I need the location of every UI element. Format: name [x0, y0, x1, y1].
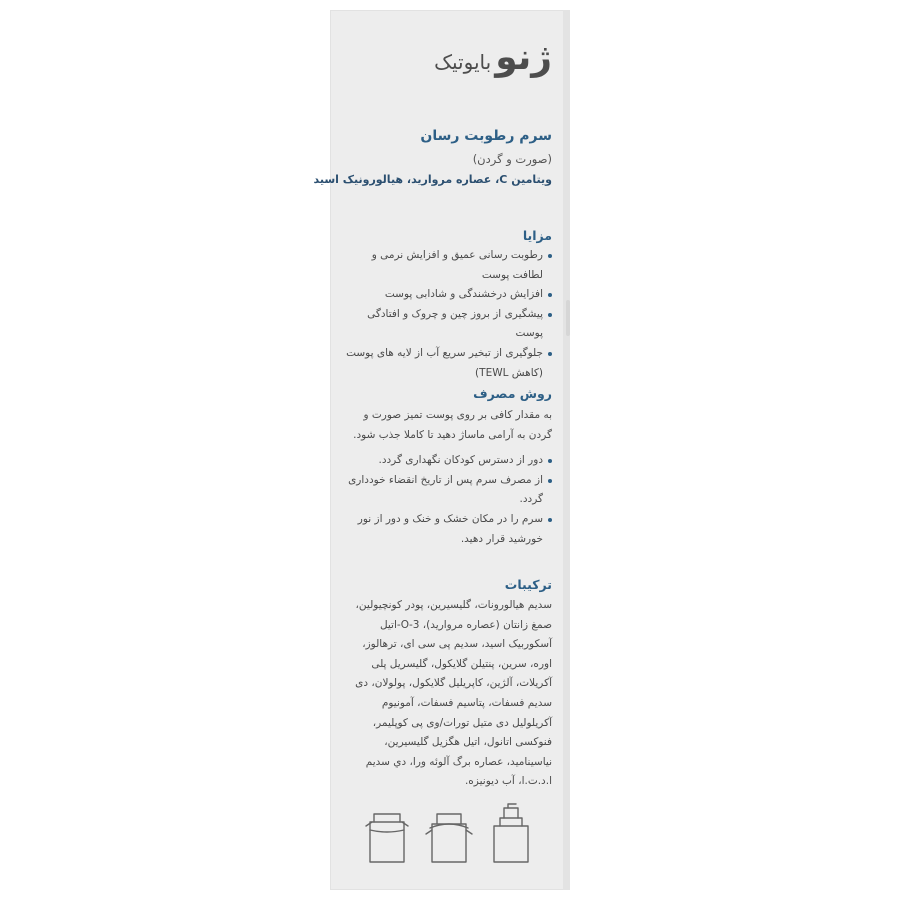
usage-heading: روش مصرف — [473, 386, 552, 401]
list-item: پیشگیری از بروز چین و چروک و افتادگی پوست — [340, 305, 552, 344]
product-actives: ویتامین C، عصاره مروارید، هیالورونیک اسید — [313, 173, 552, 186]
brand-logo — [434, 37, 552, 78]
usage-block — [340, 406, 552, 549]
ingredients-text: سدیم هیالورونات، گلیسیرین، پودر کونچیولین، صمغ زانتان (عصاره مروارید)، 3-O-اتیل آسکوربیک اسید، سدیم پی سی ای، ترهالوز، اوره، سرین، پنتیلن گلایکول، گلیسریل پلی آکریلات، آلژین، کاپریلیل گلایکول، پولولان، دی سدیم فسفات، پتاسیم فسفات، آمونیوم آکریلولیل دی متیل تورات/وی پی کوپلیمر، فنوکسی اتانول، اتیل هگزیل گلیسیرین، نیاسینامید، عصاره برگ آلوئه ورا، دي سدیم ا.د.ت.ا، آب دیونیزه. — [355, 599, 552, 788]
brand-mark: ژنو — [495, 37, 552, 78]
package-side-fold — [563, 10, 570, 890]
benefits-heading: مزایا — [522, 228, 552, 243]
list-item: رطوبت رسانی عمیق و افزایش نرمی و لطافت پوست — [340, 246, 552, 285]
list-item: دور از دسترس کودکان نگهداری گردد. — [340, 451, 552, 471]
bottle-open-icon — [366, 814, 408, 862]
product-subtitle: (صورت و گردن) — [472, 152, 552, 166]
usage-text: به مقدار کافی بر روی پوست تمیز صورت و گردن به آرامی ماساژ دهید تا کاملا جذب شود. — [353, 409, 552, 441]
bottle-twist-icon — [426, 814, 472, 862]
list-item: جلوگیری از تبخیر سریع آب از لایه های پوست (کاهش TEWL) — [340, 344, 552, 383]
list-item: از مصرف سرم پس از تاریخ انقضاء خودداری گردد. — [340, 471, 552, 510]
ingredients-heading: ترکیبات — [504, 577, 552, 592]
benefits-list — [340, 246, 552, 383]
ingredients-block — [340, 596, 552, 792]
bottle-pump-icon — [494, 804, 528, 862]
list-item: سرم را در مکان خشک و خنک و دور از نور خورشید قرار دهید. — [340, 510, 552, 549]
usage-steps-illustration — [360, 800, 540, 870]
brand-name: بایوتیک — [434, 50, 492, 74]
list-item: افزایش درخشندگی و شادابی پوست — [340, 285, 552, 305]
product-title: سرم رطوبت رسان — [420, 128, 552, 144]
package-tab — [566, 300, 570, 336]
